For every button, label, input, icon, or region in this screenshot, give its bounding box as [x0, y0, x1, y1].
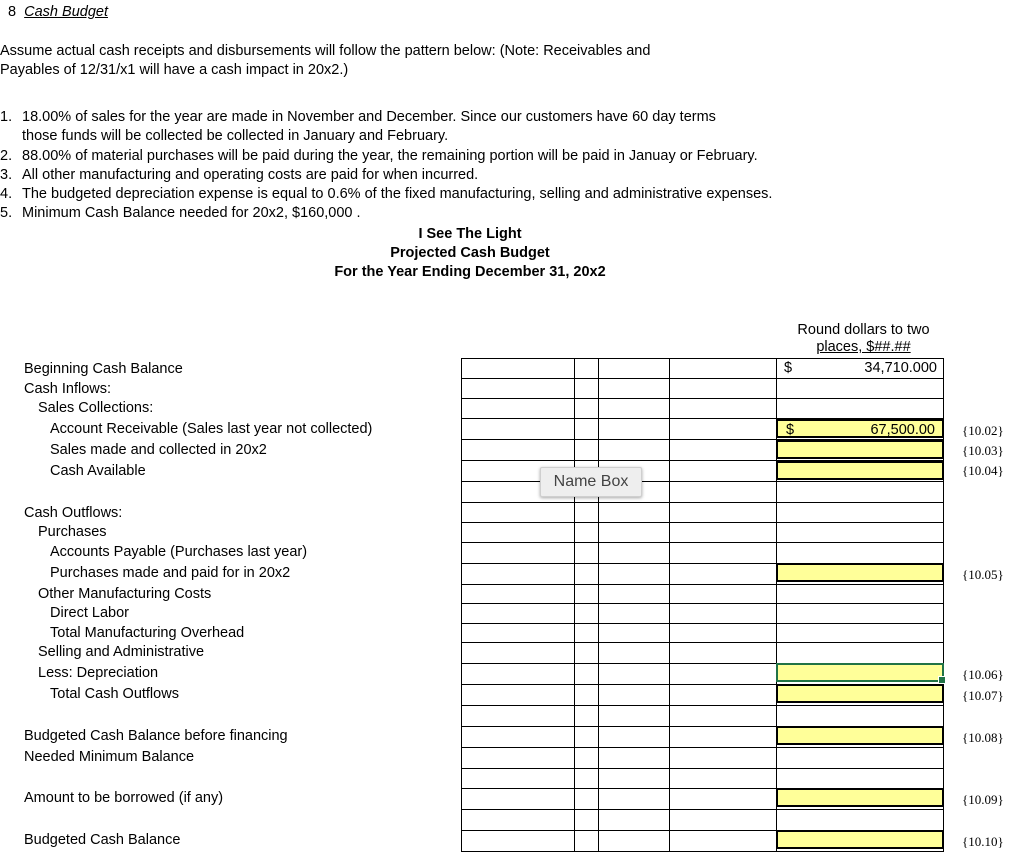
- row-less-depreciation: Less: Depreciation: [38, 665, 159, 681]
- ref-code: {10.03}: [962, 443, 1004, 458]
- grid-row-line: [461, 809, 943, 810]
- list-item: 2. 88.00% of material purchases will be paid during the year, the remaining portion will be paid in Januay or February.: [0, 148, 758, 164]
- row-purchases: Purchases: [38, 524, 107, 540]
- row-selling-admin: Selling and Administrative: [38, 644, 205, 660]
- row-cash-outflows: Cash Outflows:: [24, 505, 123, 521]
- account-receivable-input[interactable]: $ 67,500.00: [776, 419, 944, 438]
- grid-row-line: [461, 705, 943, 706]
- less-depreciation-input[interactable]: [776, 663, 944, 682]
- grid-col-line: [598, 358, 599, 851]
- row-total-mfg-overhead: Total Manufacturing Overhead: [50, 625, 245, 641]
- ref-code: {10.07}: [962, 688, 1004, 703]
- row-cash-available: Cash Available: [50, 463, 146, 479]
- grid-row-line: [461, 398, 943, 399]
- grid-row-line: [461, 502, 943, 503]
- row-other-mfg: Other Manufacturing Costs: [38, 586, 212, 602]
- ref-code: {10.05}: [962, 567, 1004, 582]
- grid-col-line: [574, 358, 575, 851]
- row-budgeted-balance: Budgeted Cash Balance: [24, 832, 181, 848]
- row-account-receivable: Account Receivable (Sales last year not collected): [50, 421, 373, 437]
- note-line-1: Assume actual cash receipts and disbursements will follow the pattern below: (Note: Receivables and: [0, 43, 651, 59]
- grid-row-line: [461, 481, 943, 482]
- grid-row-line: [461, 542, 943, 543]
- ref-code: {10.10}: [962, 834, 1004, 849]
- ref-code: {10.02}: [962, 423, 1004, 438]
- total-outflows-input[interactable]: [776, 684, 944, 703]
- row-direct-labor: Direct Labor: [50, 605, 129, 621]
- company-name: I See The Light: [418, 226, 522, 242]
- list-item: 5. Minimum Cash Balance needed for 20x2, $160,000 .: [0, 205, 361, 221]
- row-cash-inflows: Cash Inflows:: [24, 381, 112, 397]
- row-min-balance: Needed Minimum Balance: [24, 749, 195, 765]
- grid-row-line: [461, 623, 943, 624]
- list-item: 1. 18.00% of sales for the year are made in November and December. Since our customers have 60 day terms: [0, 109, 716, 125]
- report-name: Projected Cash Budget: [390, 245, 550, 261]
- row-purchases-paid: Purchases made and paid for in 20x2: [50, 565, 291, 581]
- cash-available-input[interactable]: [776, 461, 944, 480]
- purchases-paid-input[interactable]: [776, 563, 944, 582]
- grid-row-line: [461, 768, 943, 769]
- budgeted-balance-input[interactable]: [776, 830, 944, 849]
- row-sales-collections: Sales Collections:: [38, 400, 154, 416]
- row-accounts-payable: Accounts Payable (Purchases last year): [50, 544, 308, 560]
- row-total-outflows: Total Cash Outflows: [50, 686, 179, 702]
- ref-code: {10.06}: [962, 667, 1004, 682]
- rounding-note: Round dollars to two places, $##.##: [797, 322, 930, 355]
- grid-row-line: [461, 378, 943, 379]
- row-borrowed: Amount to be borrowed (if any): [24, 790, 224, 806]
- section-title: 8 Cash Budget: [8, 4, 108, 20]
- report-period: For the Year Ending December 31, 20x2: [334, 264, 606, 280]
- grid-row-line: [461, 584, 943, 585]
- section-title-text: Cash Budget: [24, 4, 108, 20]
- row-before-financing: Budgeted Cash Balance before financing: [24, 728, 288, 744]
- list-item-continuation: those funds will be collected be collected in January and February.: [22, 128, 449, 144]
- grid-row-line: [461, 747, 943, 748]
- borrowed-input[interactable]: [776, 788, 944, 807]
- grid-row-line: [461, 522, 943, 523]
- list-item: 3. All other manufacturing and operating costs are paid for when incurred.: [0, 167, 479, 183]
- fill-handle[interactable]: [938, 676, 946, 684]
- beginning-cash-cell[interactable]: $ 34,710.000: [784, 360, 937, 376]
- before-financing-input[interactable]: [776, 726, 944, 745]
- sales-collected-input[interactable]: [776, 440, 944, 459]
- grid-row-line: [461, 603, 943, 604]
- ref-code: {10.09}: [962, 792, 1004, 807]
- list-item: 4. The budgeted depreciation expense is equal to 0.6% of the fixed manufacturing, selling and administrative expenses.: [0, 186, 773, 202]
- note-line-2: Payables of 12/31/x1 will have a cash impact in 20x2.): [0, 62, 349, 78]
- grid-col-line: [669, 358, 670, 851]
- grid-row-line: [461, 642, 943, 643]
- row-sales-collected: Sales made and collected in 20x2: [50, 442, 267, 458]
- ref-code: {10.04}: [962, 463, 1004, 478]
- row-beginning-cash: Beginning Cash Balance: [24, 361, 183, 377]
- ref-code: {10.08}: [962, 730, 1004, 745]
- name-box-tooltip: Name Box: [540, 467, 642, 497]
